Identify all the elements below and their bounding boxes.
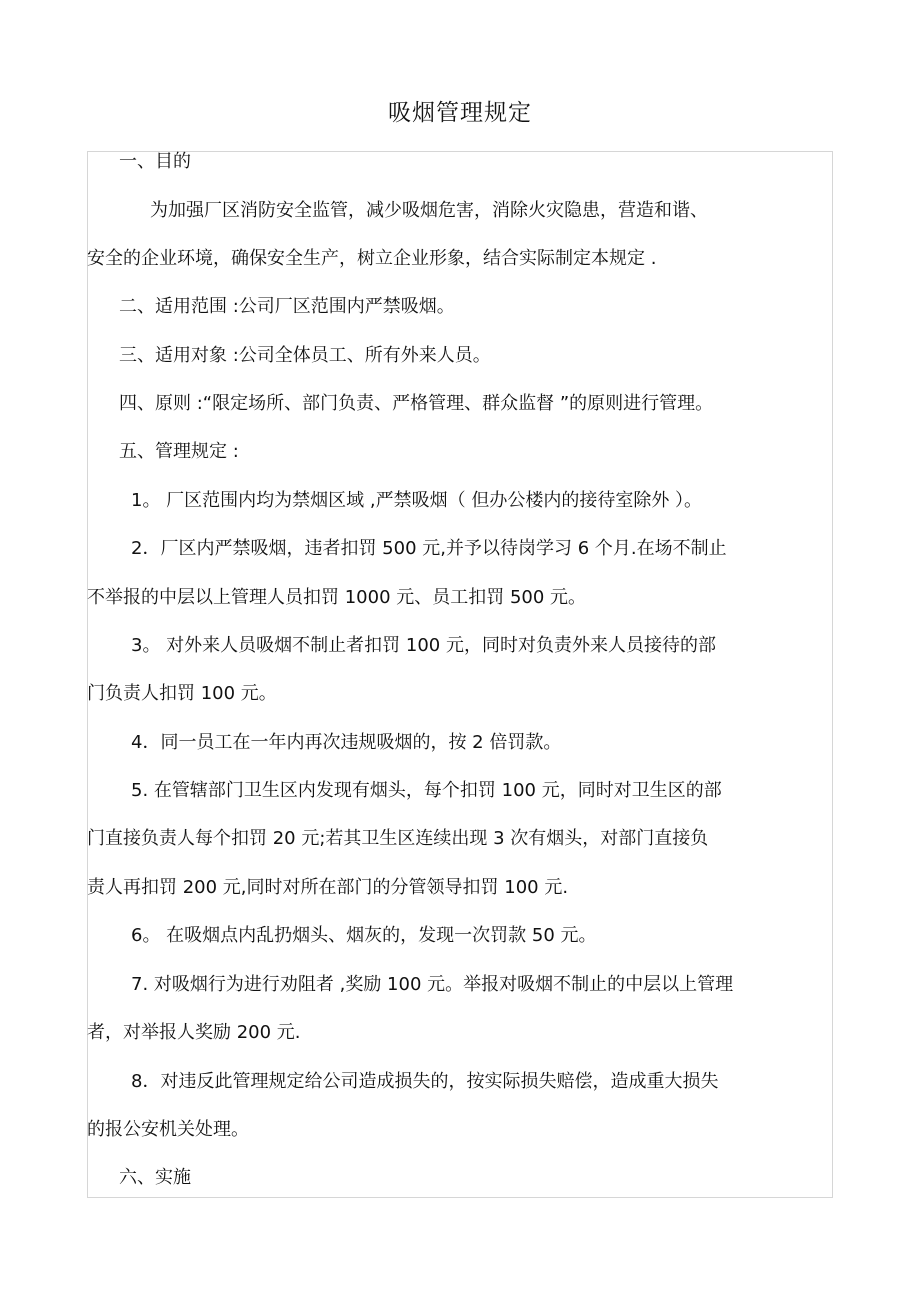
rule-8-line-1: 8．对违反此管理规定给公司造成损失的，按实际损失赔偿，造成重大损失 <box>131 1071 719 1092</box>
page-title: 吸烟管理规定 <box>388 100 532 126</box>
rule-5-line-1: 5. 在管辖部门卫生区内发现有烟头，每个扣罚 100 元，同时对卫生区的部 <box>131 780 722 801</box>
rule-7-line-1: 7. 对吸烟行为进行劝阻者 ,奖励 100 元。举报对吸烟不制止的中层以上管理 <box>131 974 734 995</box>
purpose-paragraph-line-2: 安全的企业环境，确保安全生产，树立企业形象，结合实际制定本规定 . <box>87 248 657 269</box>
rule-5-line-2: 门直接负责人每个扣罚 20 元;若其卫生区连续出现 3 次有烟头，对部门直接负 <box>87 828 709 849</box>
rule-3-line-1: 3。 对外来人员吸烟不制止者扣罚 100 元，同时对负责外来人员接待的部 <box>131 635 716 656</box>
rule-2-line-1: 2．厂区内严禁吸烟，违者扣罚 500 元,并予以待岗学习 6 个月.在场不制止 <box>131 538 727 559</box>
rule-8-line-2: 的报公安机关处理。 <box>87 1119 249 1140</box>
rule-1: 1。 厂区范围内均为禁烟区域 ,严禁吸烟（ 但办公楼内的接待室除外 ）。 <box>131 490 703 511</box>
rule-5-line-3: 责人再扣罚 200 元,同时对所在部门的分管领导扣罚 100 元. <box>87 877 569 898</box>
section-2-scope: 二、适用范围 :公司厂区范围内严禁吸烟。 <box>119 296 455 317</box>
rule-7-line-2: 者，对举报人奖励 200 元. <box>87 1022 301 1043</box>
purpose-paragraph-line-1: 为加强厂区消防安全监管，减少吸烟危害，消除火灾隐患，营造和谐、 <box>150 200 708 221</box>
section-4-principle: 四、原则 :“限定场所、部门负责、严格管理、群众监督 ”的原则进行管理。 <box>119 393 714 414</box>
section-6-heading: 六、实施 <box>119 1167 191 1188</box>
rule-6: 6。 在吸烟点内乱扔烟头、烟灰的，发现一次罚款 50 元。 <box>131 925 597 946</box>
rule-3-line-2: 门负责人扣罚 100 元。 <box>87 683 277 704</box>
section-1-heading: 一、目的 <box>119 151 191 172</box>
rule-4: 4．同一员工在一年内再次违规吸烟的，按 2 倍罚款。 <box>131 732 562 753</box>
section-5-heading: 五、管理规定 : <box>119 441 239 462</box>
section-3-applicable-persons: 三、适用对象 :公司全体员工、所有外来人员。 <box>119 345 491 366</box>
rule-2-line-2: 不举报的中层以上管理人员扣罚 1000 元、员工扣罚 500 元。 <box>87 587 587 608</box>
